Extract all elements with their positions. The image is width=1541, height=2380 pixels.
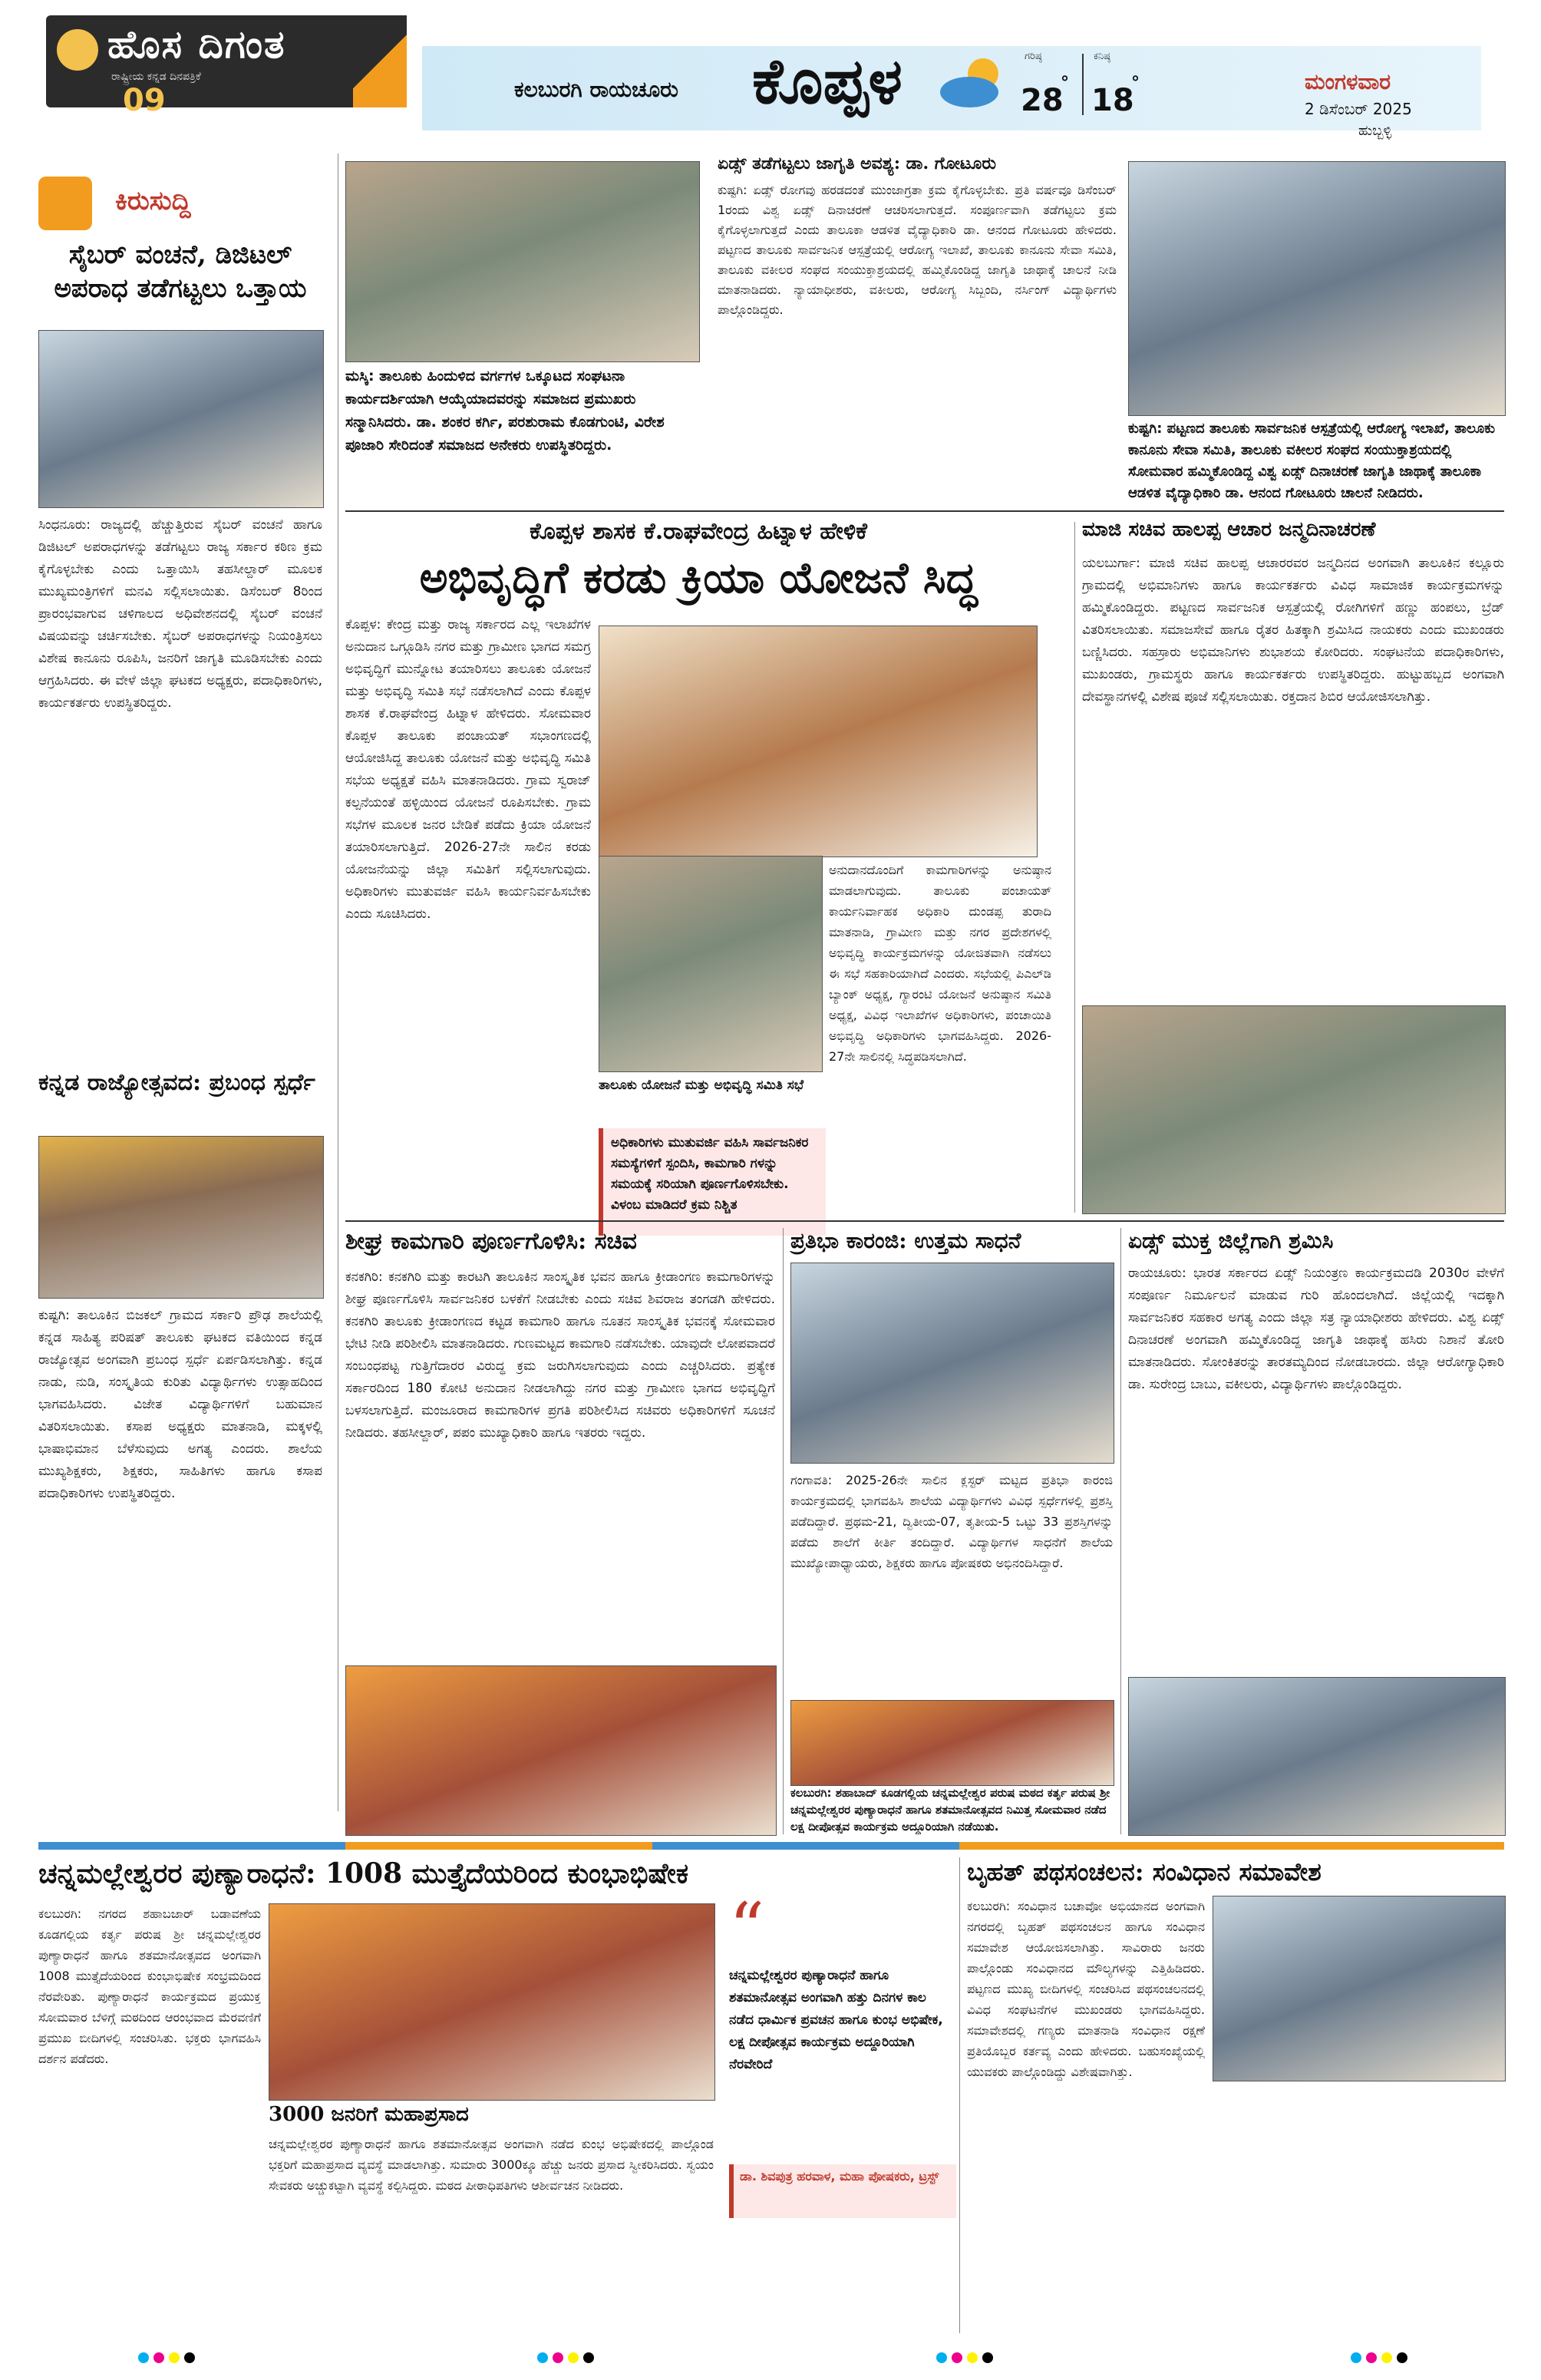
- halappa-body: ಯಲಬುರ್ಗಾ: ಮಾಜಿ ಸಚಿವ ಹಾಲಪ್ಪ ಆಚಾರರವರ ಜನ್ಮದಿನದ ಅಂಗವಾಗಿ ತಾಲೂಕಿನ ಕಲ್ಲೂರು ಗ್ರಾಮದಲ್ಲಿ ಅಭಿಮಾನಿಗಳು ಹಾಗೂ ಕಾರ್ಯಕರ್ತರು ವಿವಿಧ ಸಾಮಾಜಿಕ ಕಾರ್ಯಕ್ರಮಗಳನ್ನು ಹಮ್ಮಿಕೊಂಡಿದ್ದರು. ಪಟ್ಟಣದ ಸಾರ್ವಜನಿಕ ಆಸ್ಪತ್ರೆಯಲ್ಲಿ ರೋಗಿಗಳಿಗೆ ಹಣ್ಣು ಹಂಪಲು, ಬ್ರೆಡ್ ವಿತರಿಸಲಾಯಿತು. ಸಮಾಜಸೇವೆ ಹಾಗೂ ರೈತರ ಹಿತಕ್ಕಾಗಿ ಶ್ರಮಿಸಿದ ನಾಯಕರು ಎಂದು ಮುಖಂಡರು ಬಣ್ಣಿಸಿದರು. ಸಹಸ್ರಾರು ಅಭಿಮಾನಿಗಳು ಶುಭಾಶಯ ಕೋರಿದರು. ಸಂಘಟನೆಯ ಪದಾಧಿಕಾರಿಗಳು, ಮುಖಂಡರು, ಗ್ರಾಮಸ್ಥರು ಹಾಗೂ ಕಾರ್ಯಕರ್ತರು ಉಪಸ್ಥಿತರಿದ್ದರು. ಹುಟ್ಟುಹಬ್ಬದ ಅಂಗವಾಗಿ ದೇವಸ್ಥಾನಗಳಲ್ಲಿ ವಿಶೇಷ ಪೂಜೆ ಸಲ್ಲಿಸಲಾಯಿತು. ರಕ್ತದಾನ ಶಿಬಿರ ಆಯೋಜಿಸಲಾಗಿತ್ತು.: [1082, 556, 1504, 705]
- channa-quote: ಚನ್ನಮಲ್ಲೇಶ್ವರರ ಪುಣ್ಯಾರಾಧನೆ ಹಾಗೂ ಶತಮಾನೋತ್ಸವ ಅಂಗವಾಗಿ ಹತ್ತು ದಿನಗಳ ಕಾಲ ನಡೆದ ಧಾರ್ಮಿಕ ಪ್ರವಚನ ಹಾಗೂ ಕುಂಭ ಅಭಿಷೇಕ, ಲಕ್ಷ ದೀಪೋತ್ಸವ ಕಾರ್ಯಕ್ರಮ ಅದ್ದೂರಿಯಾಗಿ ನೆರವೇರಿದೆ: [729, 1968, 943, 2072]
- shighra-photo: [345, 1665, 777, 1836]
- brihat-photo: [1213, 1896, 1506, 2081]
- min-temp-label: ಕನಿಷ್ಠ: [1094, 51, 1110, 62]
- registration-marks: [936, 2352, 998, 2366]
- aids-rally-caption: ಕುಷ್ಟಗಿ: ಪಟ್ಟಣದ ತಾಲೂಕು ಸಾರ್ವಜನಿಕ ಆಸ್ಪತ್ರೆಯಲ್ಲಿ ಆರೋಗ್ಯ ಇಲಾಖೆ, ತಾಲೂಕು ಕಾನೂನು ಸೇವಾ ಸಮಿತಿ, ತಾಲೂಕು ವಕೀಲರ ಸಂಘದ ಸಂಯುಕ್ತಾಶ್ರಯದಲ್ಲಿ ಸೋಮವಾರ ಹಮ್ಮಿಕೊಂಡಿದ್ದ ವಿಶ್ವ ಏಡ್ಸ್ ದಿನಾಚರಣೆ ಜಾಗೃತಿ ಜಾಥಾಕ್ಕೆ ತಾಲೂಕಾ ಆಡಳಿತ ವೈದ್ಯಾಧಿಕಾರಿ ಡಾ. ಆನಂದ ಗೋಟೂರು ಚಾಲನೆ ನೀಡಿದರು.: [1128, 421, 1496, 501]
- issue-day: ಮಂಗಳವಾರ: [1305, 69, 1391, 94]
- max-temp: 28: [1021, 83, 1064, 118]
- maski-caption: ಮಸ್ಕಿ: ತಾಲೂಕು ಹಿಂದುಳಿದ ವರ್ಗಗಳ ಒಕ್ಕೂಟದ ಸಂಘಟನಾ ಕಾರ್ಯದರ್ಶಿಯಾಗಿ ಆಯ್ಕೆಯಾದವರನ್ನು ಸಮಾಜದ ಪ್ರಮುಖರು ಸನ್ಮಾನಿಸಿದರು. ಡಾ. ಶಂಕರ ಕರ್ಗಿ, ಪರಶುರಾಮ ಕೊಡಗುಂಟಿ, ವಿರೇಶ ಪೂಜಾರಿ ಸೇರಿದಂತೆ ಸಮಾಜದ ಅನೇಕರು ಉಪಸ್ಥಿತರಿದ್ದರು.: [345, 368, 665, 454]
- aids2-body: ರಾಯಚೂರು: ಭಾರತ ಸರ್ಕಾರದ ಏಡ್ಸ್ ನಿಯಂತ್ರಣ ಕಾರ್ಯಕ್ರಮದಡಿ 2030ರ ವೇಳೆಗೆ ಸಂಪೂರ್ಣ ನಿರ್ಮೂಲನೆ ಮಾಡುವ ಗುರಿ ಹೊಂದಲಾಗಿದೆ. ಜಿಲ್ಲೆಯಲ್ಲಿ ಇದಕ್ಕಾಗಿ ಸಾರ್ವಜನಿಕರ ಸಹಕಾರ ಅಗತ್ಯ ಎಂದು ಜಿಲ್ಲಾ ಸತ್ರ ನ್ಯಾಯಾಧೀಶರು ಹೇಳಿದರು. ವಿಶ್ವ ಏಡ್ಸ್ ದಿನಾಚರಣೆ ಅಂಗವಾಗಿ ಹಮ್ಮಿಕೊಂಡಿದ್ದ ಜಾಗೃತಿ ಜಾಥಾಕ್ಕೆ ಹಸಿರು ನಿಶಾನೆ ತೋರಿ ಮಾತನಾಡಿದರು. ಸೋಂಕಿತರನ್ನು ತಾರತಮ್ಯದಿಂದ ನೋಡಬಾರದು. ಜಿಲ್ಲಾ ಆರೋಗ್ಯಾಧಿಕಾರಿ ಡಾ. ಸುರೇಂದ್ರ ಬಾಬು, ವಕೀಲರು, ವಿದ್ಯಾರ್ಥಿಗಳು ಪಾಲ್ಗೊಂಡಿದ್ದರು.: [1128, 1266, 1504, 1392]
- channa-body-left: ಕಲಬುರಗಿ: ನಗರದ ಶಹಾಬಜಾರ್ ಬಡಾವಣೆಯ ಕೂಡಗಲ್ಲಿಯ ಕರ್ತೃ ಪರುಷ ಶ್ರೀ ಚನ್ನಮಲ್ಲೇಶ್ವರರ ಪುಣ್ಯಾರಾಧನೆ ಹಾಗೂ ಶತಮಾನೋತ್ಸವದ ಅಂಗವಾಗಿ 1008 ಮುತ್ತೈದೆಯರಿಂದ ಕುಂಭಾಭಿಷೇಕ ಸಂಭ್ರಮದಿಂದ ನೆರವೇರಿತು. ಪುಣ್ಯಾರಾಧನೆ ಕಾರ್ಯಕ್ರಮದ ಪ್ರಯುಕ್ತ ಸೋಮವಾರ ಬೆಳಿಗ್ಗೆ ಮಠದಿಂದ ಆರಂಭವಾದ ಮೆರವಣಿಗೆ ಪ್ರಮುಖ ಬೀದಿಗಳಲ್ಲಿ ಸಂಚರಿಸಿತು. ಭಕ್ತರು ಭಾಗವಹಿಸಿ ದರ್ಶನ ಪಡೆದರು.: [38, 1906, 261, 2066]
- weather-icon: [932, 52, 1017, 114]
- sidebar-photo-1: [38, 330, 324, 508]
- prasada-headline: 3000 ಜನರಿಗೆ ಮಹಾಪ್ರಸಾದ: [269, 2103, 469, 2126]
- page-number: 09: [123, 83, 166, 118]
- column-rule: [783, 1228, 784, 1834]
- aids-headline: ಏಡ್ಸ್ ತಡೆಗಟ್ಟಲು ಜಾಗೃತಿ ಅವಶ್ಯ: ಡಾ. ಗೋಟೂರು: [718, 153, 996, 173]
- edition-cities: ಕಲಬುರಗಿ ರಾಯಚೂರು: [514, 77, 678, 102]
- paper-name: ಹೊಸ ದಿಗಂತ: [107, 21, 286, 67]
- brihat-body: ಕಲಬುರಗಿ: ಸಂವಿಧಾನ ಬಚಾವೋ ಅಭಿಯಾನದ ಅಂಗವಾಗಿ ನಗರದಲ್ಲಿ ಬೃಹತ್ ಪಥಸಂಚಲನ ಹಾಗೂ ಸಂವಿಧಾನ ಸಮಾವೇಶ ಆಯೋಜಿಸಲಾಗಿತ್ತು. ಸಾವಿರಾರು ಜನರು ಪಾಲ್ಗೊಂಡು ಸಂವಿಧಾನದ ಮೌಲ್ಯಗಳನ್ನು ಎತ್ತಿಹಿಡಿದರು. ಪಟ್ಟಣದ ಮುಖ್ಯ ಬೀದಿಗಳಲ್ಲಿ ಸಂಚರಿಸಿದ ಪಥಸಂಚಲನದಲ್ಲಿ ವಿವಿಧ ಸಂಘಟನೆಗಳ ಮುಖಂಡರು ಭಾಗವಹಿಸಿದ್ದರು. ಸಮಾವೇಶದಲ್ಲಿ ಗಣ್ಯರು ಮಾತನಾಡಿ ಸಂವಿಧಾನ ರಕ್ಷಣೆ ಪ್ರತಿಯೊಬ್ಬರ ಕರ್ತವ್ಯ ಎಂದು ಹೇಳಿದರು. ಬಹುಸಂಖ್ಯೆಯಲ್ಲಿ ಯುವಕರು ಪಾಲ್ಗೊಂಡಿದ್ದು ವಿಶೇಷವಾಗಿತ್ತು.: [967, 1899, 1205, 2079]
- edition-name: ಕೊಪ್ಪಳ: [752, 45, 902, 118]
- column-rule: [1120, 1228, 1121, 1834]
- brihat-headline: ಬೃಹತ್ ಪಥಸಂಚಲನ: ಸಂವಿಧಾನ ಸಮಾವೇಶ: [967, 1857, 1322, 1887]
- pratibha-photo: [790, 1263, 1114, 1464]
- lead-body-right: ಅನುದಾನದೊಂದಿಗೆ ಕಾಮಗಾರಿಗಳನ್ನು ಅನುಷ್ಠಾನ ಮಾಡಲಾಗುವುದು. ತಾಲೂಕು ಪಂಚಾಯತ್ ಕಾರ್ಯನಿರ್ವಾಹಕ ಅಧಿಕಾರಿ ದುಂಡಪ್ಪ ತುರಾದಿ ಮಾತನಾಡಿ, ಗ್ರಾಮೀಣ ಮತ್ತು ನಗರ ಪ್ರದೇಶಗಳಲ್ಲಿ ಅಭಿವೃದ್ಧಿ ಕಾರ್ಯಕ್ರಮಗಳನ್ನು ಯೋಜಿತವಾಗಿ ನಡೆಸಲು ಈ ಸಭೆ ಸಹಕಾರಿಯಾಗಿದೆ ಎಂದರು. ಸಭೆಯಲ್ಲಿ ಪಿಎಲ್‌ಡಿ ಬ್ಯಾಂಕ್ ಅಧ್ಯಕ್ಷ, ಗ್ಯಾರಂಟಿ ಯೋಜನೆ ಅನುಷ್ಠಾನ ಸಮಿತಿ ಅಧ್ಯಕ್ಷ, ವಿವಿಧ ಇಲಾಖೆಗಳ ಅಧಿಕಾರಿಗಳು, ಪಂಚಾಯಿತಿ ಅಭಿವೃದ್ಧಿ ಅಧಿಕಾರಿಗಳು ಭಾಗವಹಿಸಿದ್ದರು. 2026-27ನೇ ಸಾಲಿನಲ್ಲಿ ಸಿದ್ಧಪಡಿಸಲಾಗಿದೆ.: [829, 863, 1051, 1064]
- sidebar-story1-headline: ಸೈಬರ್ ವಂಚನೆ, ಡಿಜಿಟಲ್ ಅಪರಾಧ ತಡೆಗಟ್ಟಲು ಒತ್ತಾಯ: [54, 239, 307, 304]
- quote-mark-icon: “: [729, 1888, 765, 1969]
- halappa-photo: [1082, 1005, 1506, 1214]
- channa-photo: [269, 1903, 715, 2101]
- issue-date: 2 ಡಿಸೆಂಬರ್ 2025: [1305, 100, 1412, 118]
- sidebar-story2-body: ಕುಷ್ಟಗಿ: ತಾಲೂಕಿನ ಬಿಜಕಲ್ ಗ್ರಾಮದ ಸರ್ಕಾರಿ ಪ್ರೌಢ ಶಾಲೆಯಲ್ಲಿ ಕನ್ನಡ ಸಾಹಿತ್ಯ ಪರಿಷತ್ ತಾಲೂಕು ಘಟಕದ ವತಿಯಿಂದ ಕನ್ನಡ ರಾಜ್ಯೋತ್ಸವ ಅಂಗವಾಗಿ ಪ್ರಬಂಧ ಸ್ಪರ್ಧೆ ಏರ್ಪಡಿಸಲಾಗಿತ್ತು. ಕನ್ನಡ ನಾಡು, ನುಡಿ, ಸಂಸ್ಕೃತಿಯ ಕುರಿತು ವಿದ್ಯಾರ್ಥಿಗಳು ಉತ್ಸಾಹದಿಂದ ಭಾಗವಹಿಸಿದರು. ವಿಜೇತ ವಿದ್ಯಾರ್ಥಿಗಳಿಗೆ ಬಹುಮಾನ ವಿತರಿಸಲಾಯಿತು. ಕಸಾಪ ಅಧ್ಯಕ್ಷರು ಮಾತನಾಡಿ, ಮಕ್ಕಳಲ್ಲಿ ಭಾಷಾಭಿಮಾನ ಬೆಳೆಸುವುದು ಅಗತ್ಯ ಎಂದರು. ಶಾಲೆಯ ಮುಖ್ಯಶಿಕ್ಷಕರು, ಶಿಕ್ಷಕರು, ಸಾಹಿತಿಗಳು ಹಾಗೂ ಕಸಾಪ ಪದಾಧಿಕಾರಿಗಳು ಉಪಸ್ಥಿತರಿದ್ದರು.: [38, 1308, 322, 1501]
- min-degree: °: [1131, 74, 1140, 93]
- issue-place: ಹುಬ್ಬಳ್ಳಿ: [1358, 123, 1392, 139]
- min-temp: 18: [1091, 83, 1134, 118]
- lead-body-left: ಕೊಪ್ಪಳ: ಕೇಂದ್ರ ಮತ್ತು ರಾಜ್ಯ ಸರ್ಕಾರದ ಎಲ್ಲ ಇಲಾಖೆಗಳ ಅನುದಾನ ಒಗ್ಗೂಡಿಸಿ ನಗರ ಮತ್ತು ಗ್ರಾಮೀಣ ಭಾಗದ ಸಮಗ್ರ ಅಭಿವೃದ್ಧಿಗೆ ಮುನ್ನೋಟ ತಯಾರಿಸಲು ತಾಲೂಕು ಯೋಜನೆ ಮತ್ತು ಅಭಿವೃದ್ಧಿ ಸಮಿತಿ ಸಭೆ ನಡೆಸಲಾಗಿದೆ ಎಂದು ಕೊಪ್ಪಳ ಶಾಸಕ ಕೆ.ರಾಘವೇಂದ್ರ ಹಿಟ್ನಾಳ ಹೇಳಿದರು. ಸೋಮವಾರ ಕೊಪ್ಪಳ ತಾಲೂಕು ಪಂಚಾಯತ್ ಸಭಾಂಗಣದಲ್ಲಿ ಆಯೋಜಿಸಿದ್ದ ತಾಲೂಕು ಯೋಜನೆ ಮತ್ತು ಅಭಿವೃದ್ಧಿ ಸಮಿತಿ ಸಭೆಯ ಅಧ್ಯಕ್ಷತೆ ವಹಿಸಿ ಮಾತನಾಡಿದರು. ಗ್ರಾಮ ಸ್ವರಾಜ್ ಕಲ್ಪನೆಯಂತೆ ಹಳ್ಳಿಯಿಂದ ಯೋಜನೆ ರೂಪಿಸಬೇಕು. ಗ್ರಾಮ ಸಭೆಗಳ ಮೂಲಕ ಜನರ ಬೇಡಿಕೆ ಪಡೆದು ಕ್ರಿಯಾ ಯೋಜನೆ ತಯಾರಿಸಲಾಗುತ್ತಿದೆ. 2026-27ನೇ ಸಾಲಿನ ಕರಡು ಯೋಜನೆಯನ್ನು ಜಿಲ್ಲಾ ಸಮಿತಿಗೆ ಸಲ್ಲಿಸಲಾಗುವುದು. ಅಧಿಕಾರಿಗಳು ಮುತುವರ್ಜಿ ವಹಿಸಿ ಕಾರ್ಯನಿರ್ವಹಿಸಬೇಕು ಎಂದು ಸೂಚಿಸಿದರು.: [345, 617, 591, 922]
- sidebar-story1-body: ಸಿಂಧನೂರು: ರಾಜ್ಯದಲ್ಲಿ ಹೆಚ್ಚುತ್ತಿರುವ ಸೈಬರ್ ವಂಚನೆ ಹಾಗೂ ಡಿಜಿಟಲ್ ಅಪರಾಧಗಳನ್ನು ತಡೆಗಟ್ಟಲು ರಾಜ್ಯ ಸರ್ಕಾರ ಕಠಿಣ ಕ್ರಮ ಕೈಗೊಳ್ಳಬೇಕು ಎಂದು ಒತ್ತಾಯಿಸಿ ತಹಸೀಲ್ದಾರ್ ಮೂಲಕ ಮುಖ್ಯಮಂತ್ರಿಗಳಿಗೆ ಮನವಿ ಸಲ್ಲಿಸಲಾಯಿತು. ಡಿಸೆಂಬರ್ 8ರಿಂದ ಪ್ರಾರಂಭವಾಗುವ ಚಳಿಗಾಲದ ಅಧಿವೇಶನದಲ್ಲಿ ಸೈಬರ್ ವಂಚನೆ ವಿಷಯವನ್ನು ಚರ್ಚಿಸಬೇಕು. ಸೈಬರ್ ಅಪರಾಧಗಳನ್ನು ನಿಯಂತ್ರಿಸಲು ವಿಶೇಷ ಕಾನೂನು ರೂಪಿಸಿ, ಜನರಿಗೆ ಜಾಗೃತಿ ಮೂಡಿಸಬೇಕು ಎಂದು ಆಗ್ರಹಿಸಿದರು. ಈ ವೇಳೆ ಜಿಲ್ಲಾ ಘಟಕದ ಅಧ್ಯಕ್ಷರು, ಪದಾಧಿಕಾರಿಗಳು, ಕಾರ್ಯಕರ್ತರು ಉಪಸ್ಥಿತರಿದ್ದರು.: [38, 517, 322, 711]
- color-bar: [652, 1842, 959, 1850]
- lead-inset-photo: [599, 856, 823, 1072]
- logo-stripe: [353, 15, 407, 107]
- aids2-photo: [1128, 1677, 1506, 1836]
- shighra-headline: ಶೀಘ್ರ ಕಾಮಗಾರಿ ಪೂರ್ಣಗೊಳಿಸಿ: ಸಚಿವ: [345, 1228, 637, 1255]
- quote-byline-box: [729, 2164, 956, 2218]
- temp-divider: [1082, 54, 1084, 115]
- lead-headline: ಅಭಿವೃದ್ಧಿಗೆ ಕರಡು ಕ್ರಿಯಾ ಯೋಜನೆ ಸಿದ್ಧ: [419, 553, 978, 603]
- halappa-headline: ಮಾಜಿ ಸಚಿವ ಹಾಲಪ್ಪ ಆಚಾರ ಜನ್ಮದಿನಾಚರಣೆ: [1082, 518, 1376, 541]
- lead-pullquote-box: [599, 1128, 826, 1236]
- shighra-body: ಕನಕಗಿರಿ: ಕನಕಗಿರಿ ಮತ್ತು ಕಾರಟಗಿ ತಾಲೂಕಿನ ಸಾಂಸ್ಕೃತಿಕ ಭವನ ಹಾಗೂ ಕ್ರೀಡಾಂಗಣ ಕಾಮಗಾರಿಗಳನ್ನು ಶೀಘ್ರ ಪೂರ್ಣಗೊಳಿಸಿ ಸಾರ್ವಜನಿಕರ ಬಳಕೆಗೆ ನೀಡಬೇಕು ಎಂದು ಸಚಿವ ಶಿವರಾಜ ತಂಗಡಗಿ ಹೇಳಿದರು. ಕನಕಗಿರಿ ತಾಲೂಕು ಕ್ರೀಡಾಂಗಣದ ಕಟ್ಟಡ ಕಾಮಗಾರಿ ಹಾಗೂ ನೂತನ ಸಾಂಸ್ಕೃತಿಕ ಭವನಕ್ಕೆ ಸೋಮವಾರ ಭೇಟಿ ನೀಡಿ ಪರಿಶೀಲಿಸಿ ಮಾತನಾಡಿದರು. ಗುಣಮಟ್ಟದ ಕಾಮಗಾರಿ ನಡೆಸಬೇಕು. ಯಾವುದೇ ಲೋಪವಾದರೆ ಸಂಬಂಧಪಟ್ಟ ಗುತ್ತಿಗೆದಾರರ ವಿರುದ್ಧ ಕ್ರಮ ಜರುಗಿಸಲಾಗುವುದು ಎಂದು ಎಚ್ಚರಿಸಿದರು. ಪ್ರತ್ಯೇಕ ಸರ್ಕಾರದಿಂದ 180 ಕೋಟಿ ಅನುದಾನ ನೀಡಲಾಗಿದ್ದು ನಗರ ಮತ್ತು ಗ್ರಾಮೀಣ ಭಾಗದ ಅಭಿವೃದ್ಧಿಗೆ ಬಳಸಲಾಗುತ್ತಿದೆ. ಮಂಜೂರಾದ ಕಾಮಗಾರಿಗಳ ಪ್ರಗತಿ ಪರಿಶೀಲಿಸಿದ ಸಚಿವರು ಅಧಿಕಾರಿಗಳಿಗೆ ಸೂಚನೆ ನೀಡಿದರು. ತಹಸೀಲ್ದಾರ್, ಪಪಂ ಮುಖ್ಯಾಧಿಕಾರಿ ಹಾಗೂ ಇತರರು ಇದ್ದರು.: [345, 1269, 775, 1441]
- color-bar: [959, 1842, 1504, 1850]
- kalaburagi-caption: ಕಲಬುರಗಿ: ಶಹಾಬಾದ್ ಕೂಡಗಲ್ಲಿಯ ಚನ್ನಮಲ್ಲೇಶ್ವರ ಪರುಷ ಮಠದ ಕರ್ತೃ ಪರುಷ ಶ್ರೀ ಚನ್ನಮಲ್ಲೇಶ್ವರರ ಪುಣ್ಯಾರಾಧನೆ ಹಾಗೂ ಶತಮಾನೋತ್ಸವದ ನಿಮಿತ್ತ ಸೋಮವಾರ ನಡೆದ ಲಕ್ಷ ದೀಪೋತ್ಸವ ಕಾರ್ಯಕ್ರಮ ಅದ್ದೂರಿಯಾಗಿ ನಡೆಯಿತು.: [790, 1786, 1110, 1834]
- hand-icon: [38, 177, 92, 230]
- sidebar-story2-headline: ಕನ್ನಡ ರಾಜ್ಯೋತ್ಸವದ: ಪ್ರಬಂಧ ಸ್ಪರ್ಧೆ: [38, 1069, 315, 1096]
- paper-tagline: ರಾಷ್ಟ್ರೀಯ ಕನ್ನಡ ದಿನಪತ್ರಿಕೆ: [111, 71, 201, 83]
- pratibha-headline: ಪ್ರತಿಭಾ ಕಾರಂಜಿ: ಉತ್ತಮ ಸಾಧನೆ: [790, 1228, 1021, 1253]
- lead-meeting-photo: [599, 626, 1038, 857]
- registration-marks: [138, 2352, 200, 2366]
- column-rule: [1074, 522, 1075, 1213]
- row-divider-2: [345, 1220, 1504, 1222]
- color-bar: [345, 1842, 652, 1850]
- column-rule: [959, 1857, 960, 2333]
- lead-photo-caption: ತಾಲೂಕು ಯೋಜನೆ ಮತ್ತು ಅಭಿವೃದ್ಧಿ ಸಮಿತಿ ಸಭೆ: [599, 1078, 804, 1093]
- max-temp-label: ಗರಿಷ್ಠ: [1025, 51, 1042, 62]
- channa-headline: ಚನ್ನಮಲ್ಲೇಶ್ವರರ ಪುಣ್ಯಾರಾಧನೆ: 1008 ಮುತ್ತೈದೆಯರಿಂದ ಕುಂಭಾಭಿಷೇಕ: [38, 1857, 689, 1890]
- color-bar: [38, 1842, 345, 1850]
- pratibha-body: ಗಂಗಾವತಿ: 2025-26ನೇ ಸಾಲಿನ ಕ್ಲಸ್ಟರ್ ಮಟ್ಟದ ಪ್ರತಿಭಾ ಕಾರಂಜಿ ಕಾರ್ಯಕ್ರಮದಲ್ಲಿ ಭಾಗವಹಿಸಿ ಶಾಲೆಯ ವಿದ್ಯಾರ್ಥಿಗಳು ವಿವಿಧ ಸ್ಪರ್ಧೆಗಳಲ್ಲಿ ಪ್ರಶಸ್ತಿ ಪಡೆದಿದ್ದಾರೆ. ಪ್ರಥಮ-21, ದ್ವಿತೀಯ-07, ತೃತೀಯ-5 ಒಟ್ಟು 33 ಪ್ರಶಸ್ತಿಗಳನ್ನು ಪಡೆದು ಶಾಲೆಗೆ ಕೀರ್ತಿ ತಂದಿದ್ದಾರೆ. ವಿದ್ಯಾರ್ಥಿಗಳ ಸಾಧನೆಗೆ ಶಾಲೆಯ ಮುಖ್ಯೋಪಾಧ್ಯಾಯರು, ಶಿಕ್ಷಕರು ಹಾಗೂ ಪೋಷಕರು ಅಭಿನಂದಿಸಿದ್ದಾರೆ.: [790, 1473, 1113, 1570]
- quote-byline: ಡಾ. ಶಿವಪುತ್ರ ಹರವಾಳ, ಮಹಾ ಪೋಷಕರು, ಟ್ರಸ್ಟ್: [740, 2169, 939, 2184]
- row-divider-1: [345, 510, 1504, 512]
- aids-body: ಕುಷ್ಟಗಿ: ಏಡ್ಸ್ ರೋಗವು ಹರಡದಂತೆ ಮುಂಜಾಗ್ರತಾ ಕ್ರಮ ಕೈಗೊಳ್ಳಬೇಕು. ಪ್ರತಿ ವರ್ಷವೂ ಡಿಸೆಂಬರ್ 1ರಂದು ವಿಶ್ವ ಏಡ್ಸ್ ದಿನಾಚರಣೆ ಆಚರಿಸಲಾಗುತ್ತದೆ. ಸಂಪೂರ್ಣವಾಗಿ ತಡೆಗಟ್ಟಲು ಕ್ರಮ ಕೈಗೊಳ್ಳಲಾಗುತ್ತದೆ ಎಂದು ತಾಲೂಕಾ ಆಡಳಿತ ವೈದ್ಯಾಧಿಕಾರಿ ಡಾ. ಆನಂದ ಗೋಟೂರು ಹೇಳಿದರು. ಪಟ್ಟಣದ ತಾಲೂಕು ಸಾರ್ವಜನಿಕ ಆಸ್ಪತ್ರೆಯಲ್ಲಿ ಆರೋಗ್ಯ ಇಲಾಖೆ, ತಾಲೂಕು ಕಾನೂನು ಸೇವಾ ಸಮಿತಿ, ತಾಲೂಕು ವಕೀಲರ ಸಂಘದ ಸಂಯುಕ್ತಾಶ್ರಯದಲ್ಲಿ ಹಮ್ಮಿಕೊಂಡಿದ್ದ ಜಾಗೃತಿ ಜಾಥಾಕ್ಕೆ ಚಾಲನೆ ನೀಡಿ ಮಾತನಾಡಿದರು. ನ್ಯಾಯಾಧೀಶರು, ವಕೀಲರು, ಆರೋಗ್ಯ ಸಿಬ್ಬಂದಿ, ನರ್ಸಿಂಗ್ ವಿದ್ಯಾರ್ಥಿಗಳು ಪಾಲ್ಗೊಂಡಿದ್ದರು.: [718, 183, 1117, 317]
- masthead-logo: [46, 15, 407, 118]
- maski-photo: [345, 161, 700, 362]
- emblem-icon: [57, 29, 98, 71]
- lead-kicker: ಕೊಪ್ಪಳ ಶಾಸಕ ಕೆ.ರಾಘವೇಂದ್ರ ಹಿಟ್ನಾಳ ಹೇಳಿಕೆ: [529, 518, 867, 545]
- sidebar-photo-2: [38, 1136, 324, 1299]
- registration-marks: [537, 2352, 599, 2366]
- section-header: [38, 177, 322, 230]
- registration-marks: [1351, 2352, 1412, 2366]
- lead-pullquote: ಅಧಿಕಾರಿಗಳು ಮುತುವರ್ಜಿ ವಹಿಸಿ ಸಾರ್ವಜನಿಕರ ಸಮಸ್ಯೆಗಳಿಗೆ ಸ್ಪಂದಿಸಿ, ಕಾಮಗಾರಿ ಗಳನ್ನು ಸಮಯಕ್ಕೆ ಸರಿಯಾಗಿ ಪೂರ್ಣಗೊಳಿಸಬೇಕು. ವಿಳಂಬ ಮಾಡಿದರೆ ಕ್ರಮ ನಿಶ್ಚಿತ: [611, 1135, 809, 1213]
- channa-body-right: ಚನ್ನಮಲ್ಲೇಶ್ವರರ ಪುಣ್ಯಾರಾಧನೆ ಹಾಗೂ ಶತಮಾನೋತ್ಸವ ಅಂಗವಾಗಿ ನಡೆದ ಕುಂಭ ಅಭಿಷೇಕದಲ್ಲಿ ಪಾಲ್ಗೊಂಡ ಭಕ್ತರಿಗೆ ಮಹಾಪ್ರಸಾದ ವ್ಯವಸ್ಥೆ ಮಾಡಲಾಗಿತ್ತು. ಸುಮಾರು 3000ಕ್ಕೂ ಹೆಚ್ಚು ಜನರು ಪ್ರಸಾದ ಸ್ವೀಕರಿಸಿದರು. ಸ್ವಯಂ ಸೇವಕರು ಅಚ್ಚುಕಟ್ಟಾಗಿ ವ್ಯವಸ್ಥೆ ಕಲ್ಪಿಸಿದ್ದರು. ಮಠದ ಪೀಠಾಧಿಪತಿಗಳು ಆಶೀರ್ವಚನ ನೀಡಿದರು.: [269, 2137, 714, 2193]
- kalaburagi-photo: [790, 1700, 1114, 1786]
- aids2-headline: ಏಡ್ಸ್ ಮುಕ್ತ ಜಿಲ್ಲೆಗಾಗಿ ಶ್ರಮಿಸಿ: [1128, 1228, 1334, 1253]
- aids-rally-photo: [1128, 161, 1506, 416]
- max-degree: °: [1061, 74, 1069, 93]
- section-title: ಕಿರುಸುದ್ದಿ: [115, 186, 191, 216]
